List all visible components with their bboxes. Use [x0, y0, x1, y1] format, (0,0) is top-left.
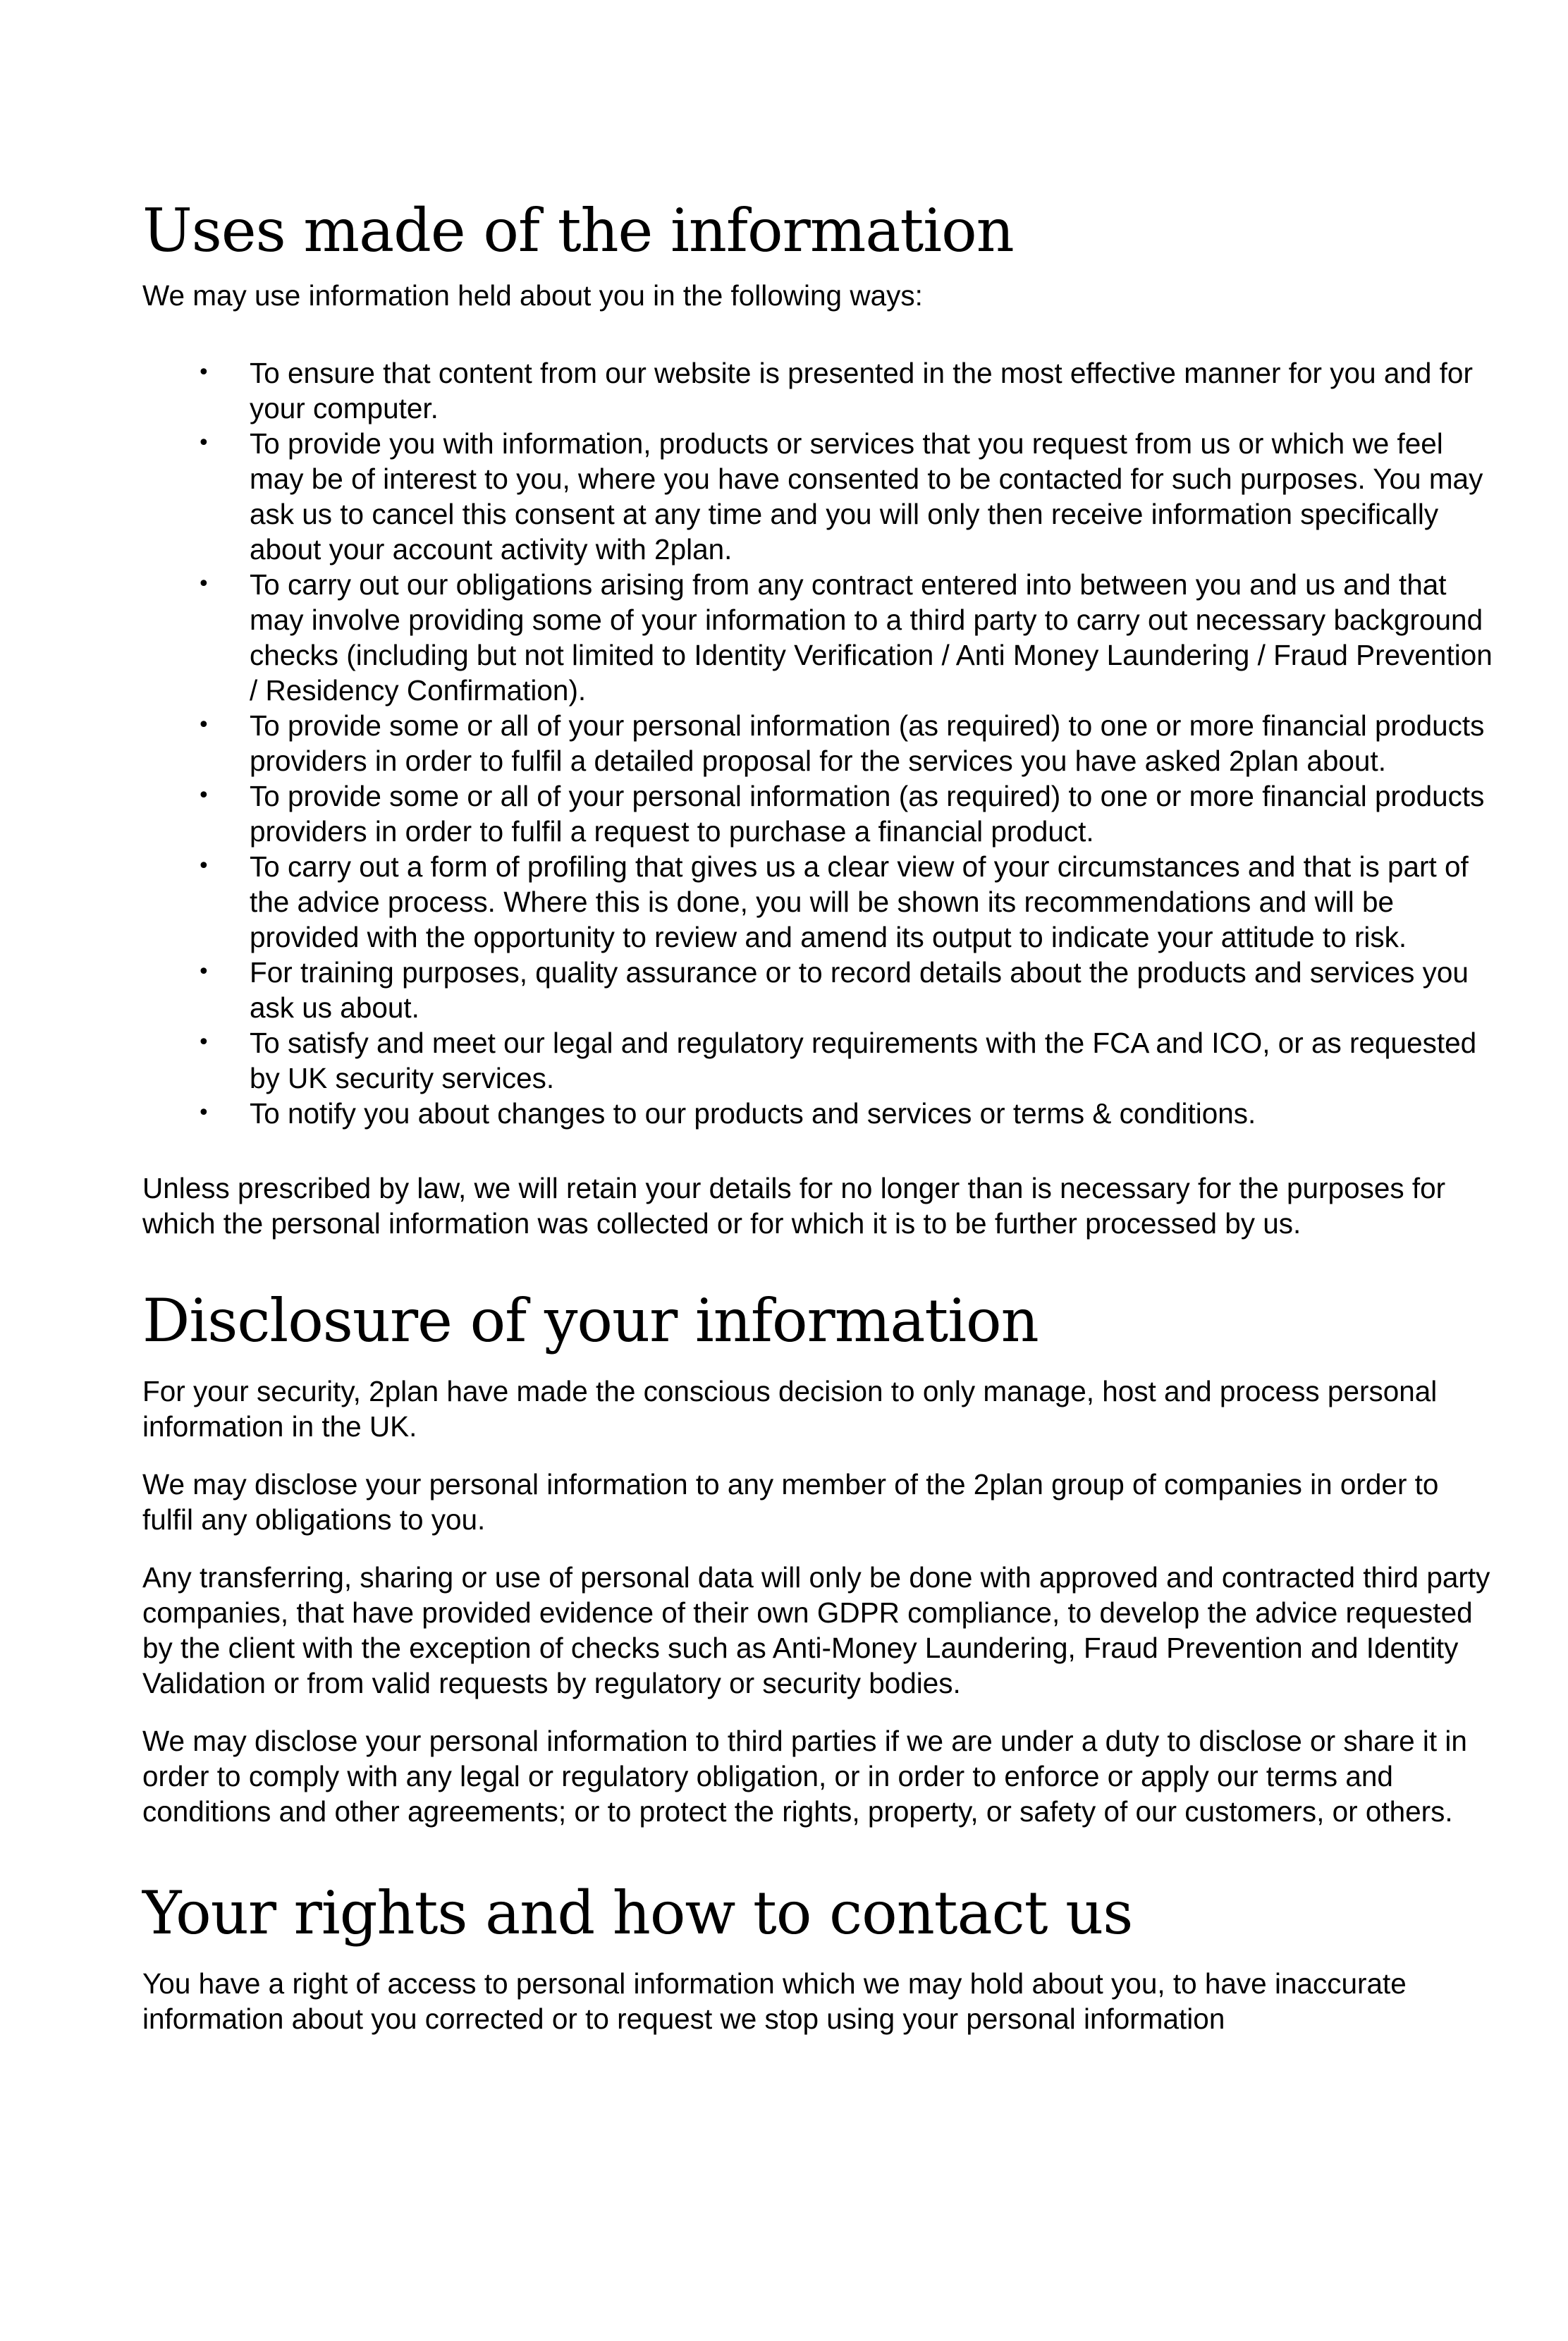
heading-rights: Your rights and how to contact us: [142, 1878, 1133, 1948]
section-disclosure: [142, 1282, 1496, 1829]
list-item-text: For training purposes, quality assurance or to record details about the products and services you ask us about.: [250, 956, 1469, 1024]
bullet-icon: •: [197, 360, 210, 385]
list-item: [142, 708, 1496, 778]
bullet-icon: •: [197, 1030, 210, 1055]
disclosure-paragraph: We may disclose your personal information to any member of the 2plan group of companies in order to fulfil any obligations to you.: [142, 1468, 1439, 1536]
list-item: [142, 355, 1496, 426]
disclosure-paragraph: Any transferring, sharing or use of personal data will only be done with approved and contracted third party companies, that have provided evidence of their own GDPR compliance, to develop the advice requested by the client with the exception of checks such as Anti-Money Laundering, Fraud Prevention and Identity Validation or from valid requests by regulatory or security bodies.: [142, 1561, 1490, 1699]
bullet-icon: •: [197, 783, 210, 808]
list-item-text: To provide some or all of your personal information (as required) to one or more financial products providers in order to fulfil a request to purchase a financial product.: [250, 780, 1485, 848]
bullet-icon: •: [197, 854, 210, 879]
list-item-text: To notify you about changes to our products and services or terms & conditions.: [250, 1097, 1256, 1130]
list-item-text: To carry out a form of profiling that gives us a clear view of your circumstances and that is part of the advice process. Where this is done, you will be shown its recommendations and will be provided with the opportunity to review and amend its output to indicate your attitude to risk.: [250, 850, 1469, 953]
retention-paragraph: Unless prescribed by law, we will retain your details for no longer than is necessary for the purposes for which the personal information was collected or for which it is to be further processed by us.: [142, 1172, 1446, 1240]
list-item: [142, 426, 1496, 567]
list-item: [142, 778, 1496, 849]
uses-list: [142, 355, 1496, 1131]
list-item: [142, 567, 1496, 708]
list-item-text: To provide you with information, products or services that you request from us or which we feel may be of interest to you, where you have consented to be contacted for such purposes. You may ask us to cancel this consent at any time and you will only then receive information specifically about your account activity with 2plan.: [250, 427, 1483, 566]
heading-uses: Uses made of the information: [142, 196, 1014, 265]
uses-intro: We may use information held about you in the following ways:: [142, 279, 923, 312]
heading-disclosure: Disclosure of your information: [142, 1286, 1039, 1355]
disclosure-paragraph: For your security, 2plan have made the conscious decision to only manage, host and process personal information in the UK.: [142, 1375, 1438, 1443]
bullet-icon: •: [197, 431, 210, 456]
bullet-icon: •: [197, 1101, 210, 1125]
list-item-text: To satisfy and meet our legal and regulatory requirements with the FCA and ICO, or as requested by UK security services.: [250, 1027, 1477, 1094]
list-item: [142, 1025, 1496, 1096]
disclosure-paragraph: We may disclose your personal information to third parties if we are under a duty to disclose or share it in order to comply with any legal or regulatory obligation, or in order to enforce or apply our terms and conditions and other agreements; or to protect the rights, property, or safety of our customers, or others.: [142, 1725, 1467, 1828]
list-item: [142, 849, 1496, 955]
section-rights: [142, 1874, 1496, 2036]
list-item: [142, 1096, 1496, 1131]
list-item-text: To carry out our obligations arising from any contract entered into between you and us and that may involve providing some of your information to a third party to carry out necessary background checks (including but not limited to Identity Verification / Anti Money Laundering / Fraud Prevention / Residency Confirmation).: [250, 568, 1493, 707]
list-item: [142, 955, 1496, 1025]
list-item-text: To provide some or all of your personal information (as required) to one or more financial products providers in order to fulfil a detailed proposal for the services you have asked 2plan about.: [250, 709, 1485, 777]
bullet-icon: •: [197, 713, 210, 738]
page-content: [142, 192, 1496, 2036]
rights-paragraph: You have a right of access to personal information which we may hold about you, to have inaccurate information about you corrected or to request we stop using your personal information: [142, 1967, 1407, 2035]
section-uses: [142, 192, 1496, 1241]
bullet-icon: •: [197, 960, 210, 984]
bullet-icon: •: [197, 572, 210, 597]
list-item-text: To ensure that content from our website is presented in the most effective manner for you and for your computer.: [250, 357, 1473, 424]
